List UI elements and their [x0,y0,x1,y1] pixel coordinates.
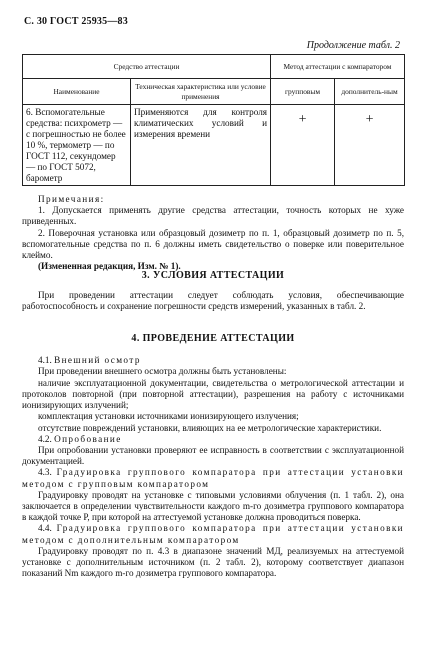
subsection-4-1-item-3: отсутствие повреждений установки, влияющих на ее метрологические характеристики. [38,422,382,433]
subsection-4-1-item-2: комплектация установки источниками ионизирующего излучения; [38,411,299,422]
table-continuation-label: Продолжение табл. 2 [306,40,400,51]
notes-block [22,194,404,273]
notes-title: Примечания: [38,194,105,204]
attestation-means-table [22,54,405,186]
note-2: 2. Поверочная установка или образцовый дозиметр по п. 1, образцовый дозиметр по п. 5, вспомогательные средства по п. 6 должны иметь свидетельство о поверке или поверительное клеймо. [22,227,404,261]
subsection-4-4-title: Градуировка группового компаратора при аттестации установки методом с дополнительным компаратором [22,523,404,545]
subsection-4-2-text: При опробовании установки проверяют ее исправность в соответствии с эксплуатационной документацией. [22,444,404,467]
subsection-4-1-heading [22,355,404,366]
subsection-4-2-heading [22,434,404,445]
section-3-text: При проведении аттестации следует соблюдать условия, обеспечивающие работоспособность и сохранение погрешности средств измерений, указанных в табл. 2. [22,290,404,312]
section-3 [22,270,404,313]
cell-tech: Применяются для контроля климатических условий и измерения времени [131,105,271,186]
th-name: Наименование [23,79,131,105]
note-1: 1. Допускается применять другие средства аттестации, точность которых не хуже приведенных. [22,205,404,227]
page-header-standard: С. 30 ГОСТ 25935—83 [24,16,128,27]
subsection-4-3-number: 4.3. [38,467,52,478]
cell-extra: + [335,105,405,186]
subsection-4-2-number: 4.2. [38,433,52,444]
section-3-title: 3. УСЛОВИЯ АТТЕСТАЦИИ [141,270,285,281]
subsection-4-4-number: 4.4. [38,523,52,534]
subsection-4-1-number: 4.1. [38,355,52,366]
section-4 [22,333,404,580]
th-extra: дополнитель-ным [335,79,405,105]
subsection-4-4-text: Градуировку проводят по п. 4.3 в диапазоне значений МД, реализуемых на аттестуемой установке с дополнительным источником (п. 2 табл. 2), которому соответствует диапазон показаний Nm каждого m-го дозиметра группового компаратора. [22,545,404,579]
th-method: Метод аттестации с компаратором [271,55,405,79]
subsection-4-1-item-1: наличие эксплуатационной документации, свидетельства о метрологической аттестации и протоколов повторной (при повторной аттестации), разрешения на работу с источниками ионизирующих излучений; [22,377,404,411]
subsection-4-3-text: Градуировку проводят на установке с типовыми условиями облучения (п. 1 табл. 2), она заключается в определении чувствительности каждого m-го дозиметра группового компаратора в каждой точке P, при которой на аттестуемой установке должна проводиться поверка. [22,489,404,523]
subsection-4-3-title: Градуировка группового компаратора при аттестации установки методом с групповым компаратором [22,467,404,489]
subsection-4-3-heading [22,467,404,489]
cell-group: + [271,105,335,186]
th-means: Средство аттестации [23,55,271,79]
cell-name: 6. Вспомогательные средства: психрометр — с погрешностью не более 10 %, термометр — по ГОСТ 112, секундомер — по ГОСТ 5072, барометр [23,105,131,186]
subsection-4-1-intro: При проведении внешнего осмотра должны быть установлены: [38,366,287,377]
subsection-4-2-title: Опробование [54,433,122,444]
th-tech: Техническая характеристика или условие применения [131,79,271,105]
subsection-4-1-title: Внешний осмотр [54,355,141,366]
subsection-4-4-heading [22,523,404,545]
amendment-note: (Измененная редакция, Изм. № 1). [38,261,181,272]
section-4-title: 4. ПРОВЕДЕНИЕ АТТЕСТАЦИИ [131,333,295,344]
th-group: групповым [271,79,335,105]
